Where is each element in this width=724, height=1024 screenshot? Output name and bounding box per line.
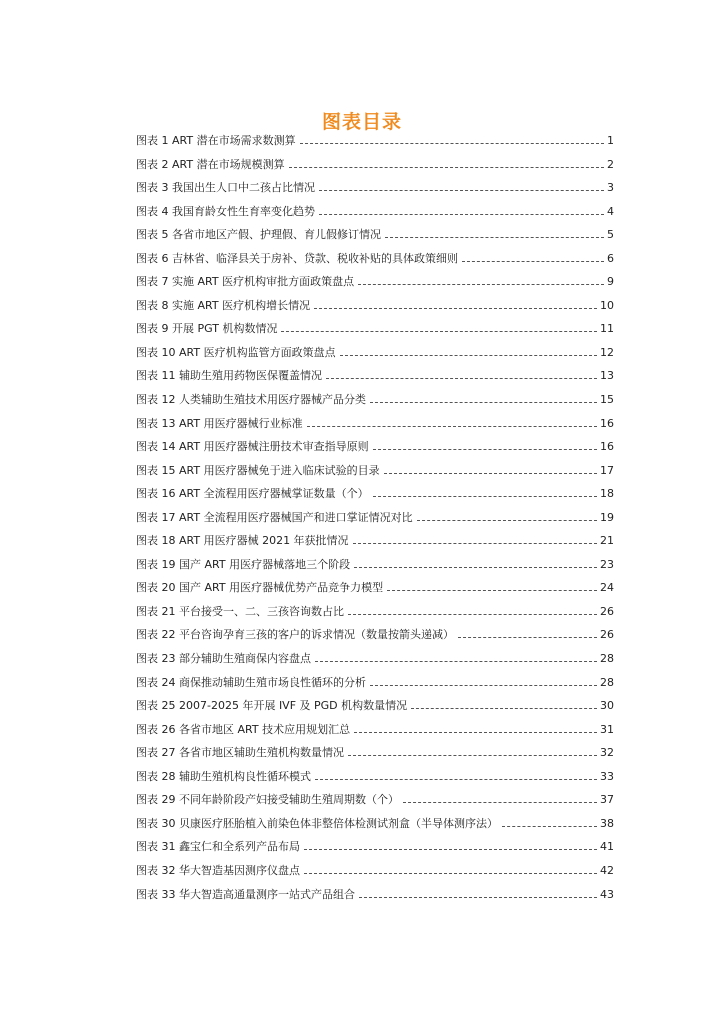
toc-entry-page-number: 10	[600, 298, 614, 312]
toc-entry-label: 图表 20 国产 ART 用医疗器械优势产品竞争力模型	[136, 581, 384, 595]
toc-entry[interactable]	[136, 532, 614, 556]
toc-leader-dashes	[304, 873, 597, 874]
toc-leader-dashes	[340, 355, 597, 356]
toc-entry-page-number: 41	[600, 840, 614, 854]
toc-entry-page-number: 33	[600, 769, 614, 783]
toc-entry-page-number: 6	[607, 251, 614, 265]
toc-entry-label: 图表 26 各省市地区 ART 技术应用规划汇总	[136, 722, 351, 736]
toc-leader-dashes	[314, 308, 597, 309]
toc-leader-dashes	[403, 802, 597, 803]
toc-leader-dashes	[359, 897, 597, 898]
toc-entry[interactable]	[136, 297, 614, 321]
toc-entry[interactable]	[136, 203, 614, 227]
toc-entry-label: 图表 30 贝康医疗胚胎植入前染色体非整倍体检测试剂盒（半导体测序法）	[136, 816, 498, 830]
toc-entry-label: 图表 6 吉林省、临泽县关于房补、贷款、税收补贴的具体政策细则	[136, 251, 458, 265]
toc-entry-label: 图表 16 ART 全流程用医疗器械掌证数量（个）	[136, 487, 369, 501]
toc-entry[interactable]	[136, 391, 614, 415]
toc-entry-page-number: 43	[600, 887, 614, 901]
toc-leader-dashes	[315, 661, 597, 662]
toc-leader-dashes	[319, 190, 604, 191]
toc-entry-page-number: 13	[600, 369, 614, 383]
toc-leader-dashes	[300, 143, 604, 144]
toc-entry-page-number: 16	[600, 416, 614, 430]
toc-entry-page-number: 38	[600, 816, 614, 830]
toc-entry-page-number: 26	[600, 628, 614, 642]
toc-entry-page-number: 2	[607, 157, 614, 171]
toc-leader-dashes	[348, 755, 597, 756]
toc-leader-dashes	[373, 449, 597, 450]
toc-entry[interactable]	[136, 485, 614, 509]
toc-entry-page-number: 9	[607, 275, 614, 289]
toc-entry-page-number: 17	[600, 463, 614, 477]
toc-entry-page-number: 15	[600, 393, 614, 407]
toc-entry-label: 图表 18 ART 用医疗器械 2021 年获批情况	[136, 534, 349, 548]
toc-leader-dashes	[319, 214, 604, 215]
toc-leader-dashes	[315, 779, 597, 780]
toc-entry-page-number: 42	[600, 863, 614, 877]
toc-entry-label: 图表 29 不同年龄阶段产妇接受辅助生殖周期数（个）	[136, 793, 399, 807]
toc-entry-label: 图表 25 2007-2025 年开展 IVF 及 PGD 机构数量情况	[136, 699, 408, 713]
toc-entry[interactable]	[136, 556, 614, 580]
toc-entry[interactable]	[136, 603, 614, 627]
toc-entry[interactable]	[136, 438, 614, 462]
toc-leader-dashes	[354, 567, 597, 568]
toc-entry[interactable]	[136, 838, 614, 862]
toc-entry[interactable]	[136, 768, 614, 792]
toc-entry-label: 图表 31 鑫宝仁和全系列产品布局	[136, 840, 300, 854]
toc-entry[interactable]	[136, 721, 614, 745]
toc-entry[interactable]	[136, 509, 614, 533]
toc-entry-page-number: 28	[600, 675, 614, 689]
toc-entry-page-number: 37	[600, 793, 614, 807]
toc-leader-dashes	[353, 543, 597, 544]
toc-entry-page-number: 32	[600, 746, 614, 760]
toc-entry[interactable]	[136, 344, 614, 368]
toc-entry-label: 图表 9 开展 PGT 机构数情况	[136, 322, 278, 336]
toc-entry[interactable]	[136, 250, 614, 274]
toc-entry-page-number: 28	[600, 652, 614, 666]
toc-entry-label: 图表 33 华大智造高通量测序一站式产品组合	[136, 887, 355, 901]
toc-entry[interactable]	[136, 674, 614, 698]
toc-leader-dashes	[387, 590, 597, 591]
toc-leader-dashes	[326, 378, 597, 379]
toc-entry-label: 图表 27 各省市地区辅助生殖机构数量情况	[136, 746, 344, 760]
toc-entry[interactable]	[136, 179, 614, 203]
toc-entry-page-number: 12	[600, 345, 614, 359]
toc-entry-label: 图表 3 我国出生人口中二孩占比情况	[136, 181, 315, 195]
toc-leader-dashes	[502, 826, 597, 827]
toc-entry[interactable]	[136, 791, 614, 815]
toc-entry-page-number: 26	[600, 604, 614, 618]
toc-entry[interactable]	[136, 579, 614, 603]
toc-entry[interactable]	[136, 367, 614, 391]
toc-entry[interactable]	[136, 226, 614, 250]
toc-entry-label: 图表 17 ART 全流程用医疗器械国产和进口掌证情况对比	[136, 510, 413, 524]
toc-entry-label: 图表 28 辅助生殖机构良性循环模式	[136, 769, 311, 783]
toc-entry[interactable]	[136, 132, 614, 156]
toc-leader-dashes	[411, 708, 597, 709]
toc-leader-dashes	[462, 261, 604, 262]
toc-entry-page-number: 5	[607, 228, 614, 242]
toc-leader-dashes	[417, 520, 597, 521]
toc-entry-label: 图表 4 我国育龄女性生育率变化趋势	[136, 204, 315, 218]
toc-leader-dashes	[354, 732, 597, 733]
toc-entry-label: 图表 12 人类辅助生殖技术用医疗器械产品分类	[136, 393, 366, 407]
toc-entry-label: 图表 15 ART 用医疗器械免于进入临床试验的目录	[136, 463, 380, 477]
toc-leader-dashes	[348, 614, 597, 615]
toc-entry[interactable]	[136, 156, 614, 180]
toc-entry-page-number: 19	[600, 510, 614, 524]
toc-entry[interactable]	[136, 320, 614, 344]
toc-entry-label: 图表 13 ART 用医疗器械行业标准	[136, 416, 303, 430]
toc-leader-dashes	[385, 237, 604, 238]
toc-entry-label: 图表 8 实施 ART 医疗机构增长情况	[136, 298, 311, 312]
toc-entry-label: 图表 19 国产 ART 用医疗器械落地三个阶段	[136, 557, 351, 571]
toc-entry-label: 图表 23 部分辅助生殖商保内容盘点	[136, 652, 311, 666]
toc-entry[interactable]	[136, 462, 614, 486]
toc-leader-dashes	[370, 402, 597, 403]
toc-entry-page-number: 31	[600, 722, 614, 736]
page-title: 图表目录	[321, 110, 402, 133]
toc-leader-dashes	[304, 849, 597, 850]
toc-entry-label: 图表 22 平台咨询孕育三孩的客户的诉求情况（数量按箭头递减）	[136, 628, 454, 642]
toc-leader-dashes	[289, 167, 604, 168]
toc-leader-dashes	[384, 473, 597, 474]
toc-leader-dashes	[281, 331, 597, 332]
toc-entry-label: 图表 5 各省市地区产假、护理假、育儿假修订情况	[136, 228, 381, 242]
toc-entry-label: 图表 14 ART 用医疗器械注册技术审查指导原则	[136, 440, 369, 454]
toc-entry[interactable]	[136, 650, 614, 674]
toc-leader-dashes	[358, 284, 604, 285]
toc-entry[interactable]	[136, 697, 614, 721]
toc-entry-page-number: 16	[600, 440, 614, 454]
toc-entry-label: 图表 2 ART 潜在市场规模测算	[136, 157, 285, 171]
toc-entry-page-number: 18	[600, 487, 614, 501]
toc-entry[interactable]	[136, 415, 614, 439]
toc-leader-dashes	[373, 496, 597, 497]
toc-entry[interactable]	[136, 626, 614, 650]
toc-leader-dashes	[307, 426, 597, 427]
toc-leader-dashes	[458, 637, 597, 638]
toc-entry[interactable]	[136, 862, 614, 886]
toc-entry-label: 图表 32 华大智造基因测序仪盘点	[136, 863, 300, 877]
toc-leader-dashes	[370, 685, 597, 686]
toc-entry-page-number: 21	[600, 534, 614, 548]
toc-entry-page-number: 11	[600, 322, 614, 336]
toc-entry-page-number: 3	[607, 181, 614, 195]
toc-entry-page-number: 30	[600, 699, 614, 713]
toc-entry[interactable]	[136, 273, 614, 297]
toc-entry-label: 图表 21 平台接受一、二、三孩咨询数占比	[136, 604, 344, 618]
toc-entry-label: 图表 11 辅助生殖用药物医保覆盖情况	[136, 369, 322, 383]
toc-entry-label: 图表 10 ART 医疗机构监管方面政策盘点	[136, 345, 336, 359]
toc-entry-label: 图表 7 实施 ART 医疗机构审批方面政策盘点	[136, 275, 355, 289]
toc-entry[interactable]	[136, 886, 614, 910]
toc-entry-label: 图表 1 ART 潜在市场需求数测算	[136, 134, 296, 147]
toc-entry-page-number: 23	[600, 557, 614, 571]
table-of-figures	[136, 132, 614, 909]
toc-entry-page-number: 24	[600, 581, 614, 595]
toc-entry-label: 图表 24 商保推动辅助生殖市场良性循环的分析	[136, 675, 366, 689]
toc-entry[interactable]	[136, 815, 614, 839]
toc-entry-page-number: 4	[607, 204, 614, 218]
toc-entry[interactable]	[136, 744, 614, 768]
toc-entry-page-number: 1	[607, 134, 614, 147]
